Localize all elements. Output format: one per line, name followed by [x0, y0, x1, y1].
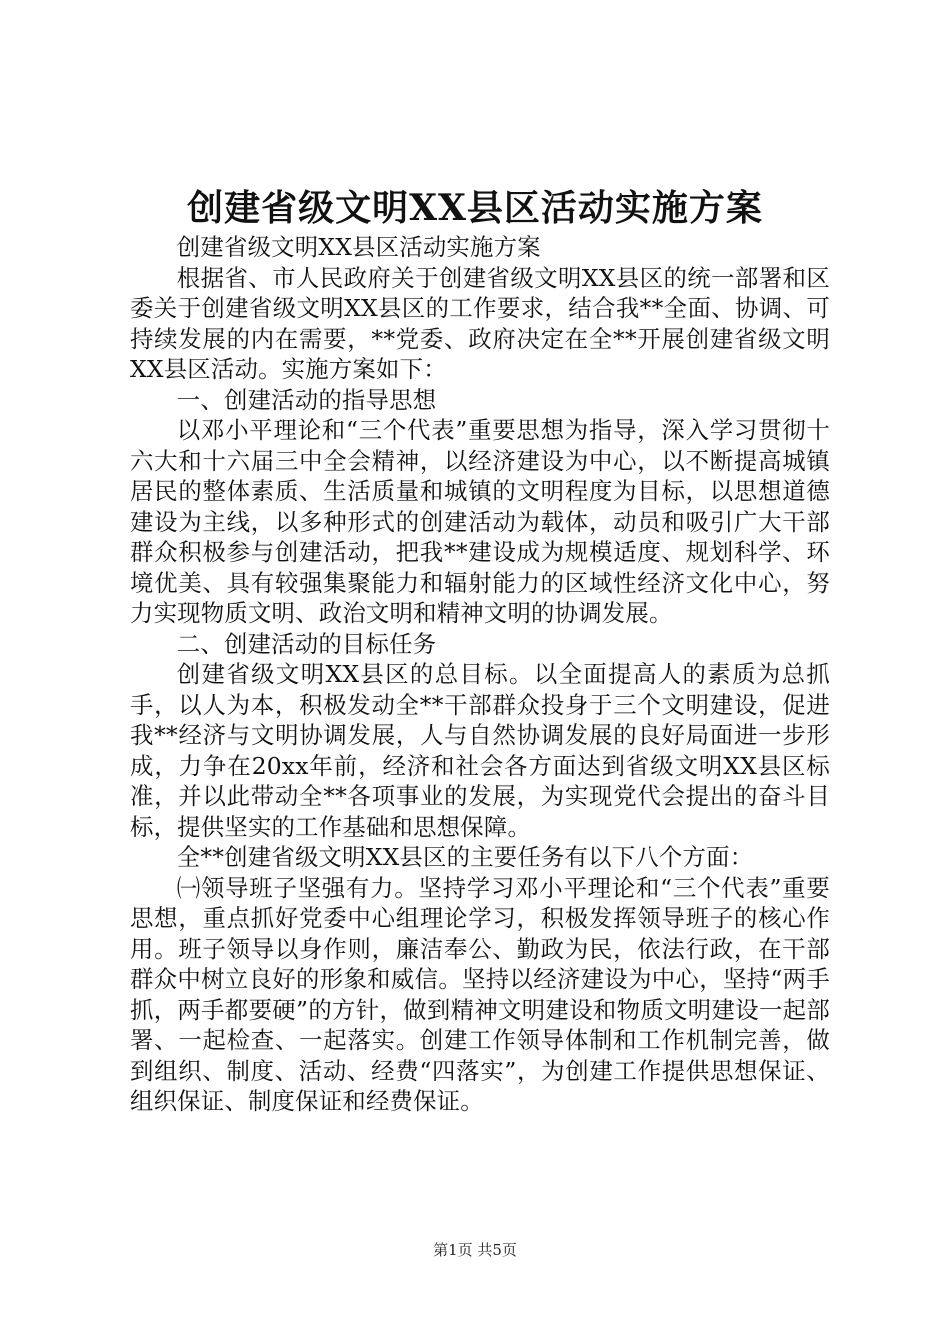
paragraph-guiding-ideology: 以邓小平理论和“三个代表”重要思想为指导，深入学习贯彻十六大和十六届三中全会精神，以经济建设为中心，以不断提高城镇居民的整体素质、生活质量和城镇的文明程度为目标，以思想道德建设为主线，以多种形式的创建活动为载体，动员和吸引广大干部群众积极参与创建活动，把我**建设成为规模适度、规划科学、环境优美、具有较强集聚能力和辐射能力的区域性经济文化中心，努力实现物质文明、政治文明和精神文明的协调发展。: [130, 416, 830, 627]
section-heading-guiding-ideology: 一、创建活动的指导思想: [176, 385, 437, 414]
paragraph-overall-goal: 创建省级文明XX县区的总目标。以全面提高人的素质为总抓手，以人为本，积极发动全**干部群众投身于三个文明建设，促进我**经济与文明协调发展，人与自然协调发展的良好局面进一步形成，力争在20xx年前，经济和社会各方面达到省级文明XX县区标准，并以此带动全**各项事业的发展，为实现党代会提出的奋斗目标，提供坚实的工作基础和思想保障。: [130, 660, 830, 841]
paragraph-main-tasks-intro: 全**创建省级文明XX县区的主要任务有以下八个方面：: [176, 843, 754, 871]
paragraph-subtitle: 创建省级文明XX县区活动实施方案: [176, 233, 541, 261]
page-footer: 第1页 共5页: [433, 1241, 517, 1259]
paragraph-intro: 根据省、市人民政府关于创建省级文明XX县区的统一部署和区委关于创建省级文明XX县区的工作要求，结合我**全面、协调、可持续发展的内在需要，**党委、政府决定在全**开展创建省级文明XX县区活动。实施方案如下：: [130, 263, 830, 383]
document-body: [130, 232, 830, 1117]
document-title: 创建省级文明XX县区活动实施方案: [187, 187, 763, 229]
paragraph-task-one: ㈠领导班子坚强有力。坚持学习邓小平理论和“三个代表”重要思想，重点抓好党委中心组理论学习，积极发挥领导班子的核心作用。班子领导以身作则，廉洁奉公、勤政为民，依法行政，在干部群众中树立良好的形象和威信。坚持以经济建设为中心，坚持“两手抓，两手都要硬”的方针，做到精神文明建设和物质文明建设一起部署、一起检查、一起落实。创建工作领导体制和工作机制完善，做到组织、制度、活动、经费“四落实”，为创建工作提供思想保证、组织保证、制度保证和经费保证。: [130, 873, 830, 1115]
section-heading-goals-tasks: 二、创建活动的目标任务: [176, 629, 437, 658]
